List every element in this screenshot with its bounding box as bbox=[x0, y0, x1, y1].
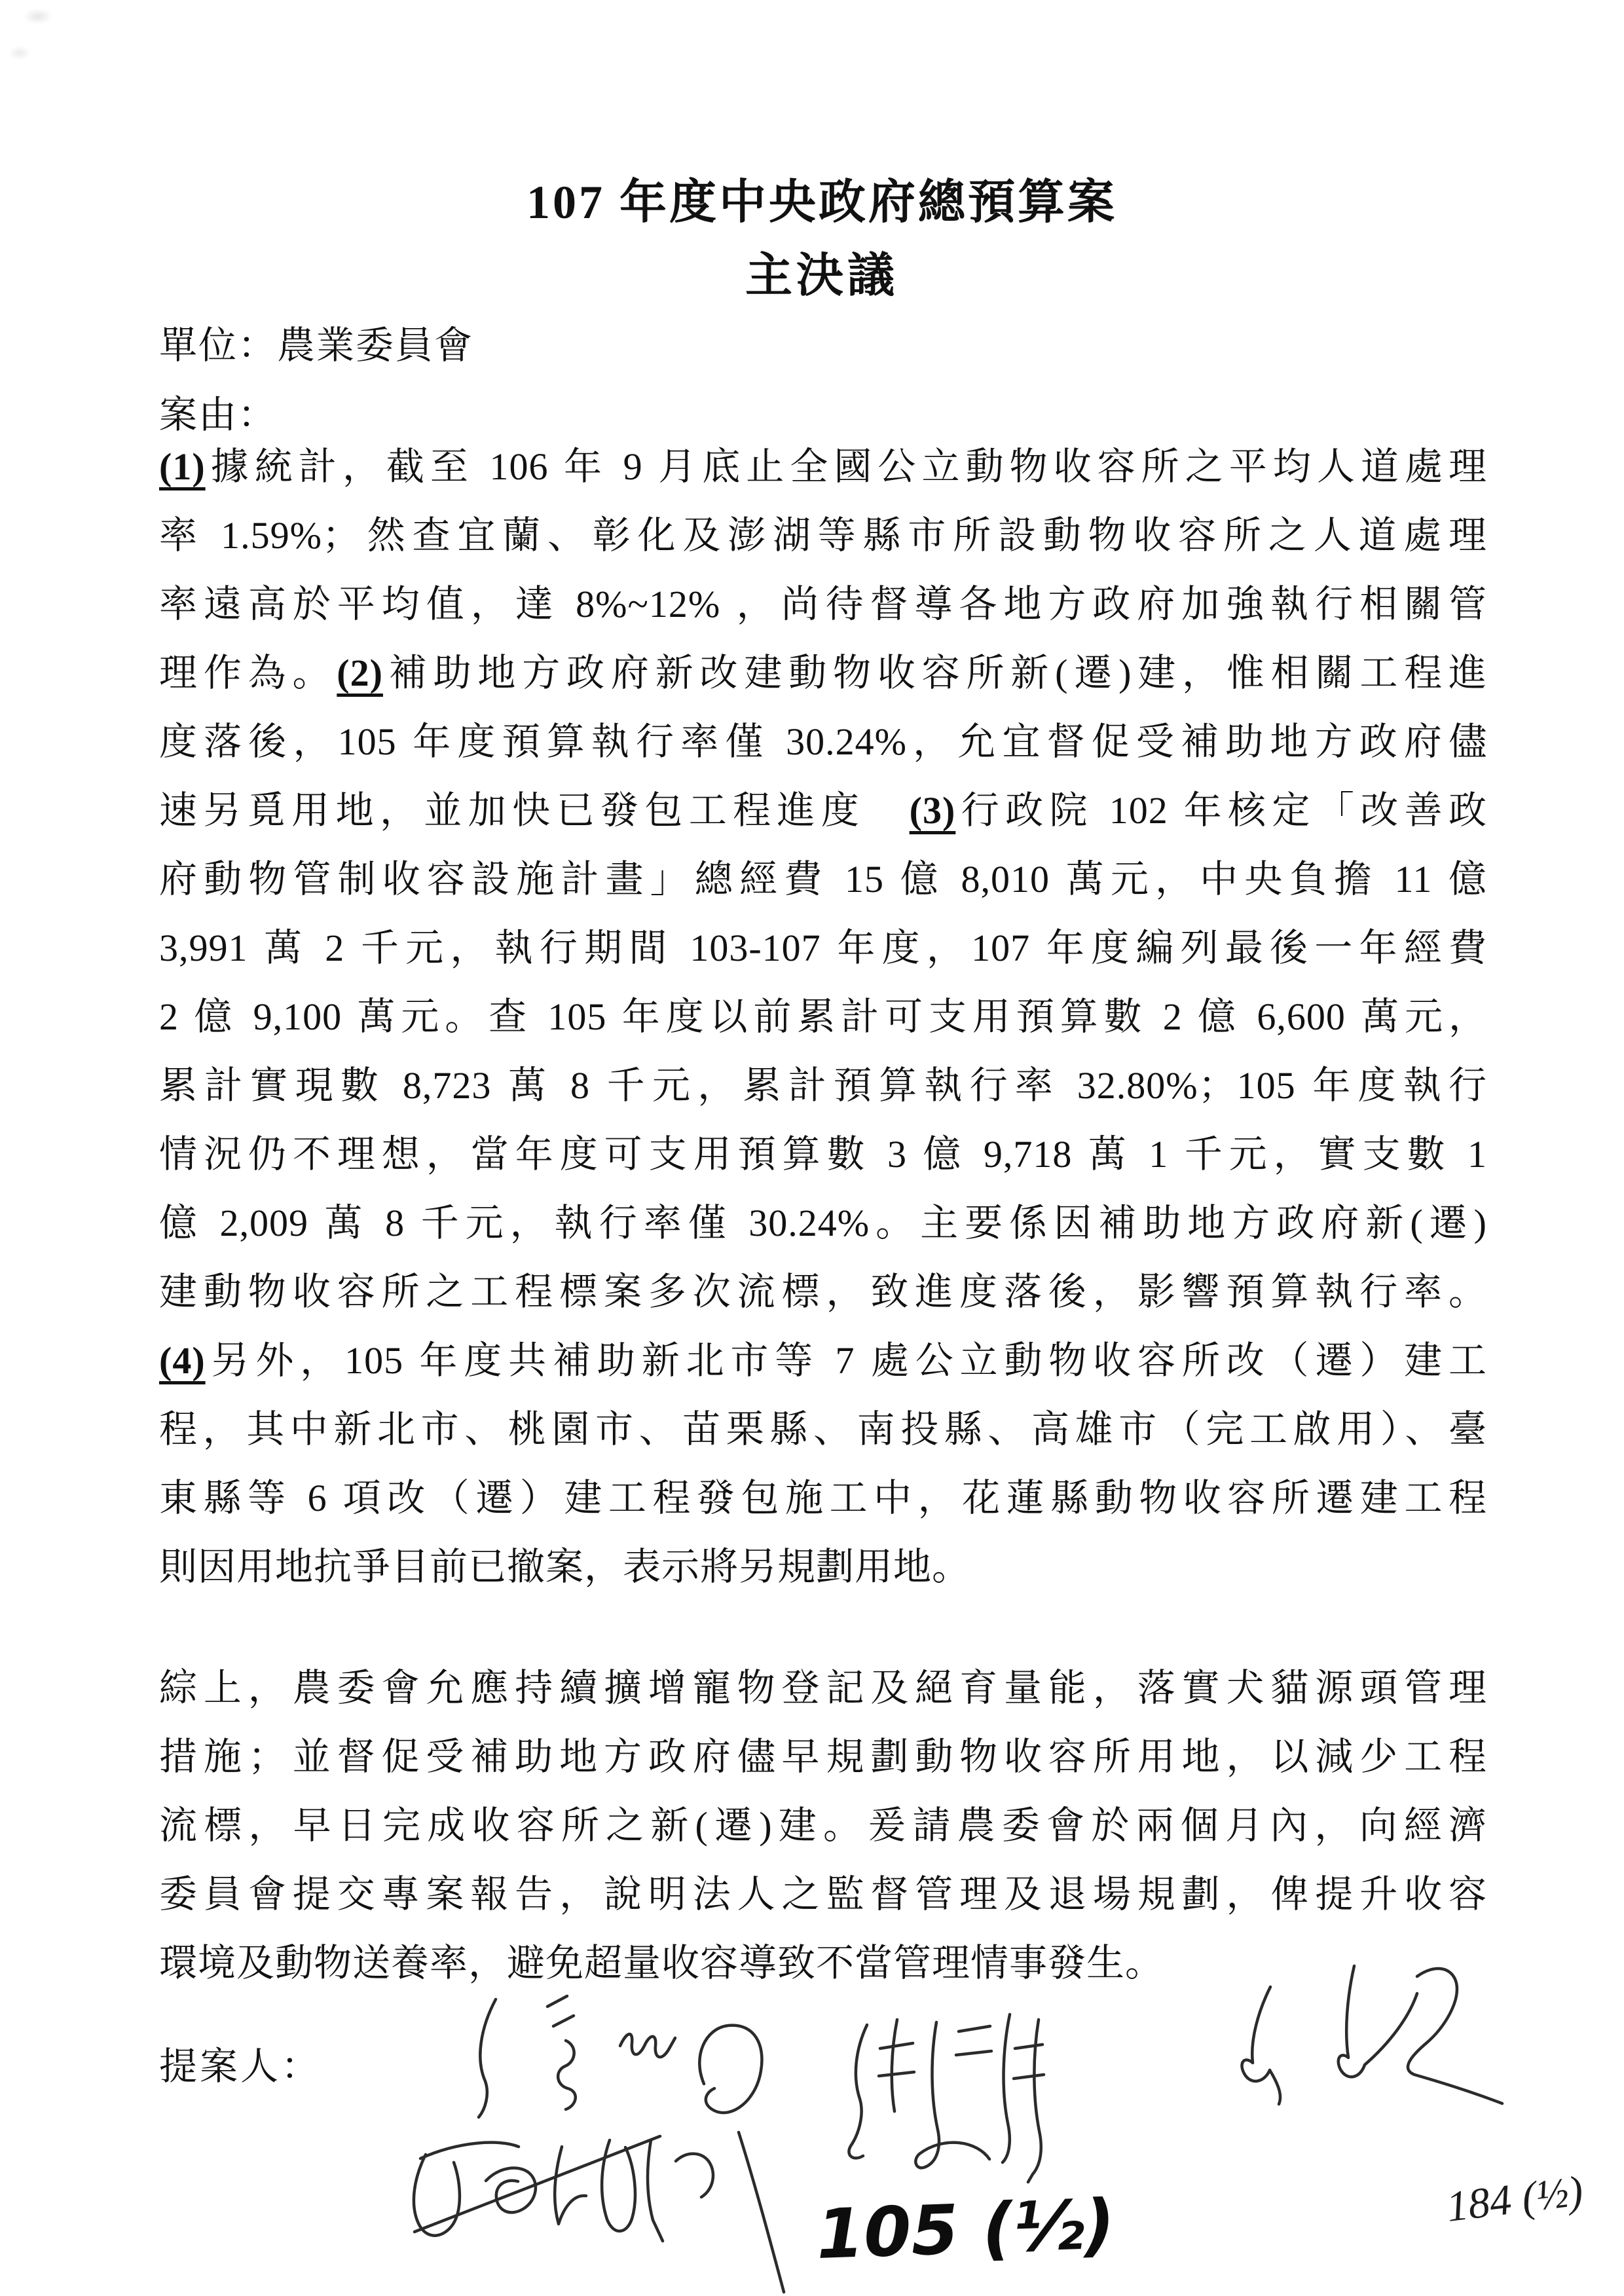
subject-line: 案由： bbox=[159, 394, 278, 436]
body-line: 程，其中新北市、桃園市、苗栗縣、南投縣、高雄市（完工啟用）、臺 bbox=[159, 1408, 1487, 1451]
proposer-label: 提案人： bbox=[159, 2045, 322, 2088]
scan-smudge bbox=[5, 43, 34, 63]
body-line: 億 2,009 萬 8 千元，執行率僅 30.24%。主要係因補助地方政府新(遷) bbox=[159, 1202, 1487, 1244]
body-line: 環境及動物送養率，避免超量收容導致不當管理情事發生。 bbox=[159, 1942, 1164, 1984]
marker-note-text: 105 (½) bbox=[815, 2184, 1116, 2274]
body-line: 東縣等 6 項改（遷）建工程發包施工中，花蓮縣動物收容所遷建工程 bbox=[159, 1477, 1487, 1519]
body-paragraph-1 bbox=[159, 432, 1487, 1601]
unit-line: 單位：農業委員會 bbox=[159, 324, 474, 367]
body-line: 度落後，105 年度預算執行率僅 30.24%，允宜督促受補助地方政府儘 bbox=[159, 720, 1487, 763]
document-subtitle: 主決議 bbox=[745, 250, 898, 302]
body-line: 3,991 萬 2 千元，執行期間 103-107 年度，107 年度編列最後一年經費 bbox=[159, 927, 1487, 969]
body-line: 累計實現數 8,723 萬 8 千元，累計預算執行率 32.80%；105 年度執行 bbox=[159, 1064, 1487, 1107]
body-line: (4)另外，105 年度共補助新北市等 7 處公立動物收容所改（遷）建工 bbox=[159, 1339, 1487, 1382]
body-line: 建動物收容所之工程標案多次流標，致進度落後，影響預算執行率。 bbox=[159, 1270, 1487, 1313]
body-line: 情況仍不理想，當年度可支用預算數 3 億 9,718 萬 1 千元，實支數 1 bbox=[159, 1133, 1487, 1176]
body-line: 流標，早日完成收容所之新(遷)建。爰請農委會於兩個月內，向經濟 bbox=[159, 1804, 1487, 1847]
body-line: 綜上，農委會允應持續擴增寵物登記及絕育量能，落實犬貓源頭管理 bbox=[159, 1667, 1487, 1709]
body-paragraph-2 bbox=[159, 1654, 1487, 1997]
signature-2 bbox=[849, 2014, 1044, 2182]
body-line: 措施；並督促受補助地方政府儘早規劃動物收容所用地，以減少工程 bbox=[159, 1735, 1487, 1778]
document-title: 107 年度中央政府總預算案 bbox=[526, 176, 1117, 229]
body-line: 則因用地抗爭目前已撤案，表示將另規劃用地。 bbox=[159, 1546, 971, 1588]
page-number-note: 184 (½) bbox=[1443, 2166, 1586, 2231]
body-line: 率遠高於平均值，達 8%~12% ，尚待督導各地方政府加強執行相關管 bbox=[159, 583, 1487, 625]
body-line: 速另覓用地，並加快已發包工程進度 (3)行政院 102 年核定「改善政 bbox=[159, 789, 1487, 832]
scan-smudge bbox=[18, 5, 58, 28]
body-line: 府動物管制收容設施計畫」總經費 15 億 8,010 萬元，中央負擔 11 億 bbox=[159, 858, 1487, 900]
body-line: 委員會提交專案報告，說明法人之監督管理及退場規劃，俾提升收容 bbox=[159, 1873, 1487, 1916]
body-line: (1)據統計，截至 106 年 9 月底止全國公立動物收容所之平均人道處理 bbox=[159, 445, 1487, 488]
body-line: 理作為。(2)補助地方政府新改建動物收容所新(遷)建，惟相關工程進 bbox=[159, 652, 1487, 694]
body-line: 2 億 9,100 萬元。查 105 年度以前累計可支用預算數 2 億 6,600 萬元， bbox=[159, 995, 1487, 1038]
body-line: 率 1.59%；然查宜蘭、彰化及澎湖等縣市所設動物收容所之人道處理 bbox=[159, 514, 1487, 557]
signature-1 bbox=[414, 1996, 784, 2292]
